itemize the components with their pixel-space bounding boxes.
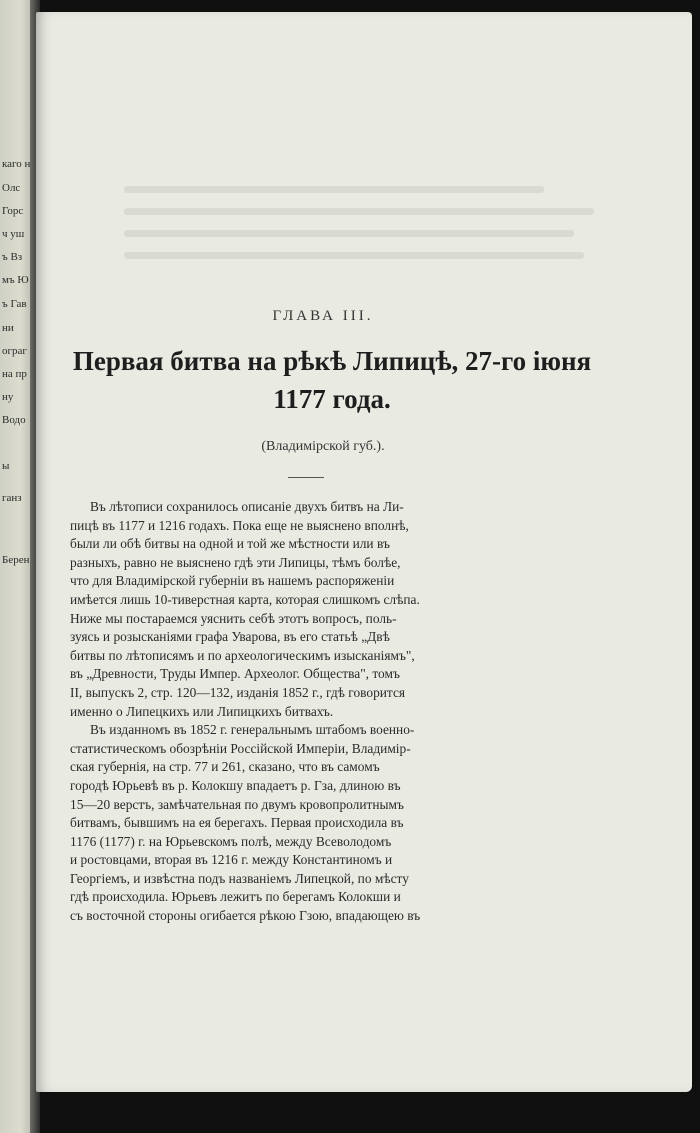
left-page-edge [0,0,34,1133]
text-line: Георгіемъ, и извѣстна подъ названіемъ Липецкой, по мѣсту [70,870,409,886]
text-line: были ли обѣ битвы на одной и той же мѣстности или въ [70,536,390,552]
text-line: съ восточной стороны огибается рѣкою Гзою, впадающею въ [70,908,421,924]
bleed-through-line [124,252,584,259]
text-line: ская губернія, на стр. 77 и 261, сказано, что въ самомъ [70,759,380,775]
text-line: что для Владимірской губерніи въ нашемъ распоряженіи [70,573,395,589]
chapter-title [54,342,610,418]
left-page-fragment: ъ Гав [2,298,27,310]
left-page-fragment: Водо [2,414,26,426]
text-line: именно о Липецкихъ или Липицкихъ битвахъ. [70,703,334,719]
left-page-fragment: Олс [2,182,21,194]
text-line: пицѣ въ 1177 и 1216 годахъ. Пока еще не выяснено вполнѣ, [70,517,409,533]
text-line: зуясь и розысканіями графа Уварова, въ его статьѣ „Двѣ [70,629,390,645]
divider [288,477,324,478]
left-page-fragment: ну [2,391,14,403]
text-line: Ниже мы постараемся уяснить себѣ этотъ вопросъ, поль- [70,610,397,626]
left-page-fragment: Берен [2,554,30,566]
left-page-fragment: ограг [2,345,27,357]
left-page-fragment: мъ Ю [2,274,29,286]
text-line: гдѣ происходила. Юрьевъ лежитъ по берегамъ Колокши и [70,889,401,905]
left-page-fragment: ч уш [2,228,25,240]
left-page-fragment: ни [2,322,14,334]
chapter-heading: ГЛАВА III. [272,308,374,324]
bleed-through-line [124,208,594,215]
left-page-fragment: Горс [2,205,24,217]
book-page [36,12,692,1092]
text-line: разныхъ, равно не выяснено гдѣ эти Липицы, тѣмъ болѣе, [70,554,401,570]
text-line: имѣется лишь 10-тиверстная карта, которая слишкомъ слѣпа. [70,591,420,607]
text-line: и ростовцами, вторая въ 1216 г. между Константиномъ и [70,852,393,868]
left-page-fragment: на пр [2,368,27,380]
chapter-title-line: 1177 года. [273,384,391,414]
text-line: Въ лѣтописи сохранилось описаніе двухъ битвъ на Ли- [90,499,404,514]
chapter-subtitle: (Владимірской губ.). [261,439,385,454]
left-page-fragment: ганз [2,492,22,504]
bleed-through-line [124,230,574,237]
text-line: 15—20 верстъ, замѣчательная по двумъ кровопролитнымъ [70,796,404,812]
text-line: битвы по лѣтописямъ и по археологическимъ изысканіямъ", [70,647,415,663]
left-page-fragment: ъ Вз [2,251,23,263]
chapter-title-line: Первая битва на рѣкѣ Липицѣ, 27-го іюня [72,346,592,376]
text-line: 1176 (1177) г. на Юрьевскомъ полѣ, между Всеволодомъ [70,833,392,849]
text-line: битвамъ, бывшимъ на ея берегахъ. Первая происходила въ [70,815,404,831]
text-line: Въ изданномъ въ 1852 г. генеральнымъ штабомъ военно- [90,722,415,738]
body-text [70,498,558,926]
text-line: статистическомъ обозрѣніи Россійской Имперіи, Владимір- [70,740,411,756]
text-line: II, выпускъ 2, стр. 120—132, изданія 1852 г., гдѣ говорится [70,684,406,700]
text-line: въ „Древности, Труды Импер. Археолог. Общества", томъ [70,666,400,682]
text-line: городѣ Юрьевѣ въ р. Колокшу впадаетъ р. Гза, длиною въ [70,777,401,793]
left-page-fragment: ы [2,460,10,472]
bleed-through-line [124,186,544,193]
left-page-fragment: каго н [2,158,31,170]
